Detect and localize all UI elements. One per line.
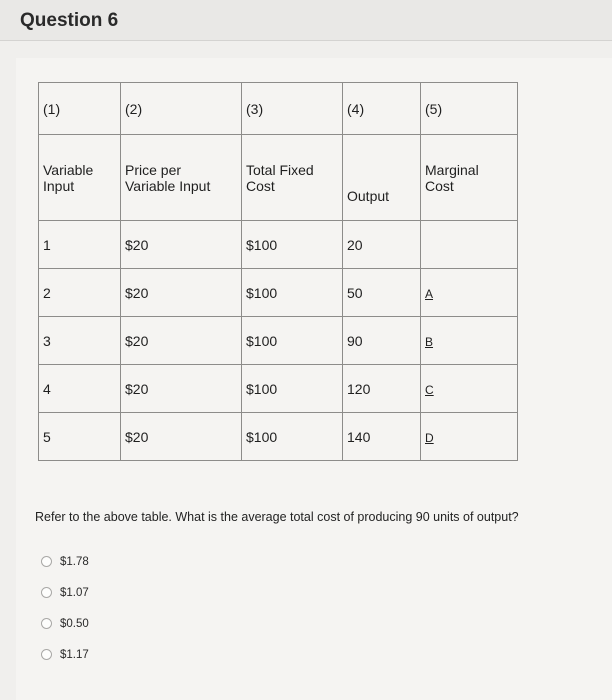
cell-total-fixed-cost: $100 xyxy=(242,413,343,461)
question-prompt: Refer to the above table. What is the average total cost of producing 90 units of output? xyxy=(35,510,519,524)
cell-output: 20 xyxy=(343,221,421,269)
cell-output: 120 xyxy=(343,365,421,413)
cell-price: $20 xyxy=(121,365,242,413)
radio-button[interactable] xyxy=(41,587,52,598)
cell-price: $20 xyxy=(121,413,242,461)
header-tfc-line1: Total Fixed xyxy=(246,161,314,178)
marginal-cost-value: B xyxy=(425,334,434,349)
table-row xyxy=(39,269,518,317)
header-total-fixed-cost xyxy=(242,135,343,221)
cell-price: $20 xyxy=(121,269,242,317)
cell-output: 90 xyxy=(343,317,421,365)
question-header xyxy=(0,0,612,41)
cell-variable-input: 4 xyxy=(39,365,121,413)
cost-table xyxy=(38,82,518,461)
marginal-cost-value: C xyxy=(425,382,434,397)
cell-price: $20 xyxy=(121,221,242,269)
column-number-4: (4) xyxy=(343,83,421,135)
header-output xyxy=(343,135,421,221)
cell-price: $20 xyxy=(121,317,242,365)
question-title: Question 6 xyxy=(20,10,119,31)
header-row xyxy=(39,135,518,221)
table-row xyxy=(39,221,518,269)
cell-total-fixed-cost: $100 xyxy=(242,221,343,269)
cell-variable-input: 3 xyxy=(39,317,121,365)
header-price-per-variable-input xyxy=(121,135,242,221)
column-number-3: (3) xyxy=(242,83,343,135)
column-number-row xyxy=(39,83,518,135)
radio-button[interactable] xyxy=(41,649,52,660)
cell-total-fixed-cost: $100 xyxy=(242,365,343,413)
table-row xyxy=(39,365,518,413)
cell-variable-input: 1 xyxy=(39,221,121,269)
marginal-cost-value: D xyxy=(425,430,434,445)
table-row xyxy=(39,317,518,365)
column-number-1: (1) xyxy=(39,83,121,135)
cell-output: 50 xyxy=(343,269,421,317)
radio-button[interactable] xyxy=(41,618,52,629)
column-number-5: (5) xyxy=(421,83,518,135)
answer-option[interactable] xyxy=(41,577,89,608)
question-content xyxy=(16,58,612,700)
cell-output: 140 xyxy=(343,413,421,461)
cell-total-fixed-cost: $100 xyxy=(242,269,343,317)
answer-option-label: $0.50 xyxy=(60,617,89,630)
cell-variable-input: 5 xyxy=(39,413,121,461)
cell-marginal-cost xyxy=(421,221,518,269)
header-mc-line1: Marginal xyxy=(425,161,479,178)
answer-option[interactable] xyxy=(41,608,89,639)
column-number-2: (2) xyxy=(121,83,242,135)
header-marginal-cost xyxy=(421,135,518,221)
marginal-cost-value: A xyxy=(425,286,434,301)
header-variable-input-line2: Input xyxy=(43,177,75,194)
header-price-line1: Price per xyxy=(125,161,182,178)
table-row xyxy=(39,413,518,461)
cell-marginal-cost xyxy=(421,269,518,317)
cell-marginal-cost xyxy=(421,413,518,461)
cell-marginal-cost xyxy=(421,317,518,365)
header-variable-input xyxy=(39,135,121,221)
header-variable-input-line1: Variable xyxy=(43,161,94,178)
answer-options xyxy=(41,546,89,670)
cell-marginal-cost xyxy=(421,365,518,413)
answer-option-label: $1.78 xyxy=(60,555,89,568)
header-tfc-line2: Cost xyxy=(246,177,275,194)
answer-option[interactable] xyxy=(41,546,89,577)
radio-button[interactable] xyxy=(41,556,52,567)
answer-option-label: $1.07 xyxy=(60,586,89,599)
cell-variable-input: 2 xyxy=(39,269,121,317)
answer-option-label: $1.17 xyxy=(60,648,89,661)
header-mc-line2: Cost xyxy=(425,177,454,194)
header-price-line2: Variable Input xyxy=(125,177,211,194)
header-output-label: Output xyxy=(347,188,390,204)
answer-option[interactable] xyxy=(41,639,89,670)
cell-total-fixed-cost: $100 xyxy=(242,317,343,365)
